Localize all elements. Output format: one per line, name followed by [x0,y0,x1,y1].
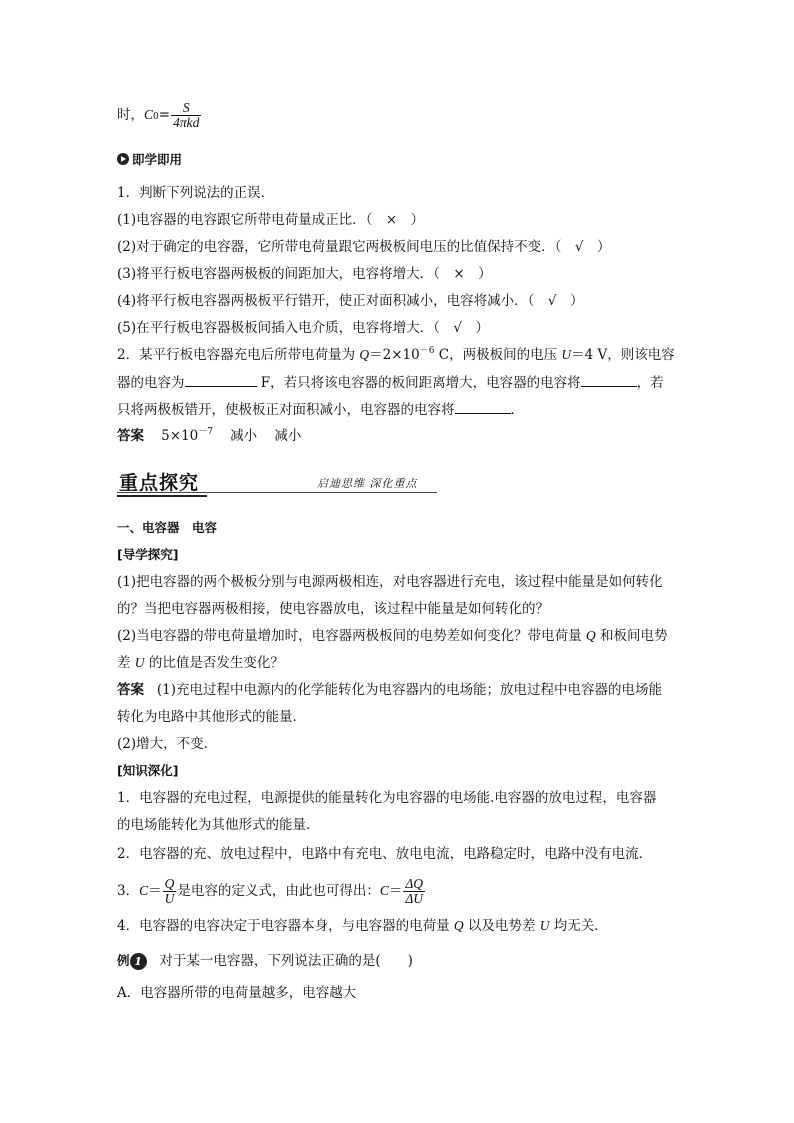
q2-text: ＝4 V，则该电容 [571,347,675,363]
q1-item: (2)对于确定的电容器，它所带电荷量跟它两极板间电压的比值保持不变．（ √ ） [117,239,611,255]
fraction [403,877,425,906]
q2-text: 2．某平行板电容器充电后所带电荷量为 [117,347,360,363]
fraction [163,877,177,906]
answer-blank[interactable] [581,372,637,387]
symbol-u: U [561,347,572,362]
q2-text: C，两极板间的电压 [434,347,562,363]
part1-answer [117,680,662,700]
equals: ＝ [388,883,403,899]
answer-value: 减小 [274,428,302,444]
q2-text: 只将两极板错开，使极板正对面积减小，电容器的电容将 [117,402,455,418]
option-a[interactable]: A．电容器所带的电荷量越多，电容越大 [117,985,357,1001]
symbol-c: C [139,883,149,898]
intro-formula [117,101,202,130]
formula-equals: = [158,107,171,123]
symbol-u: U [134,655,145,670]
q2-text: 器的电容为 [117,375,185,391]
knowledge-item-formula [117,876,426,906]
knowledge-item: 1．电容器的充电过程，电源提供的能量转化为电容器的电场能.电容器的放电过程，电容器 [117,790,657,806]
section-rule [117,492,437,493]
q2-line-1 [117,345,675,367]
q2-text: F，若只将该电容器的板间距离增大，电容器的电容将 [256,375,581,391]
deep-label: [知识深化] [117,763,179,778]
section-banner [117,466,437,496]
formula-lhs: C [144,107,154,122]
knowledge-text: 是电容的定义式，由此也可得出： [177,883,380,899]
knowledge-text: 3． [117,883,140,899]
answer-text: (1)充电过程中电源内的化学能转化为电容器内的电场能；放电过程中电容器的电场能 [156,682,662,698]
symbol-q: Q [359,347,370,362]
guide-label: [导学探究] [117,547,179,562]
q1-stem: 1．判断下列说法的正误． [117,185,275,201]
guide-text-part: 的比值是否发生变化？ [144,655,284,671]
knowledge-item: 2．电容器的充、放电过程中，电路中有充电、放电电流，电路稳定时，电路中没有电流． [117,846,653,862]
answer-label: 答案 [117,428,144,444]
symbol-u: U [539,918,550,933]
section-title: 重点探究 [119,472,200,494]
q2-line-3 [117,399,524,420]
answer-value: 5×10 [161,428,199,444]
fraction-numerator: Q [164,876,175,891]
formula-subscript: 0 [153,112,159,122]
guide-text-part: 和板间电势 [595,628,668,644]
knowledge-item: 的电场能转化为其他形式的能量． [117,817,320,833]
q2-text: ，若 [636,375,664,391]
intro-prefix: 时， [117,107,144,123]
answer-blank[interactable] [185,372,257,387]
knowledge-text: 以及电势差 [463,918,540,934]
fraction-denominator: ΔU [405,891,424,906]
q2-text: ＝2×10 [369,347,420,363]
fraction-denominator: U [164,891,175,906]
answer-blank[interactable] [455,399,511,414]
q2-line-2 [117,372,664,393]
exponent: －6 [419,346,435,356]
guide-text: (1)把电容器的两个极板分别与电源两极相连，对电容器进行充电，该过程中能量是如何转化 [117,574,663,590]
example-1 [117,951,413,971]
section-subtitle: 启迪思维 深化重点 [317,477,418,490]
part1-heading: 一、电容器 电容 [117,520,218,535]
guide-text [117,626,667,646]
play-icon [117,153,129,165]
example-number-badge: 1 [130,953,147,970]
q2-answer [117,426,301,448]
q1-item: (1)电容器的电容跟它所带电荷量成正比．（ × ） [117,212,425,228]
symbol-q: Q [585,628,596,643]
q1-item: (4)将平行板电容器两极板平行错开，使正对面积减小，电容将减小．（ √ ） [117,293,584,309]
equals: ＝ [148,883,162,899]
knowledge-item [117,916,608,936]
guide-text-part: 差 [117,655,135,671]
exponent: －7 [198,427,213,437]
example-stem: 对于某一电容器，下列说法正确的是( ) [159,953,413,969]
answer-text: 转化为电路中其他形式的能量． [117,709,306,725]
q1-item: (5)在平行板电容器极板间插入电介质，电容将增大．（ √ ） [117,320,489,336]
fraction-denominator: 4πkd [173,115,200,130]
guide-text: 的？当把电容器两极相接，使电容器放电，该过程中能量是如何转化的？ [117,601,549,617]
fraction-numerator: S [171,101,201,116]
knowledge-text: 均无关． [549,918,608,934]
guide-text-part: (2)当电容器的带电荷量增加时，电容器两极板间的电势差如何变化？带电荷量 [117,628,586,644]
example-label: 例 [117,953,130,968]
knowledge-text: 4．电容器的电容决定于电容器本身，与电容器的电荷量 [117,918,454,934]
fraction-numerator: ΔQ [405,876,424,891]
q2-text: ． [510,402,524,418]
answer-text: (2)增大，不变． [117,736,218,752]
answer-label: 答案 [117,682,144,698]
symbol-c: C [379,883,389,898]
answer-value: 减小 [230,428,258,444]
symbol-q: Q [453,918,464,933]
q1-item: (3)将平行板电容器两极板的间距加大，电容将增大．（ × ） [117,266,492,282]
formula-fraction [171,101,201,130]
jixue-title: 即学即用 [132,152,183,167]
jixue-heading [117,150,182,170]
section-rule-accent [117,495,207,497]
guide-text [117,653,284,673]
